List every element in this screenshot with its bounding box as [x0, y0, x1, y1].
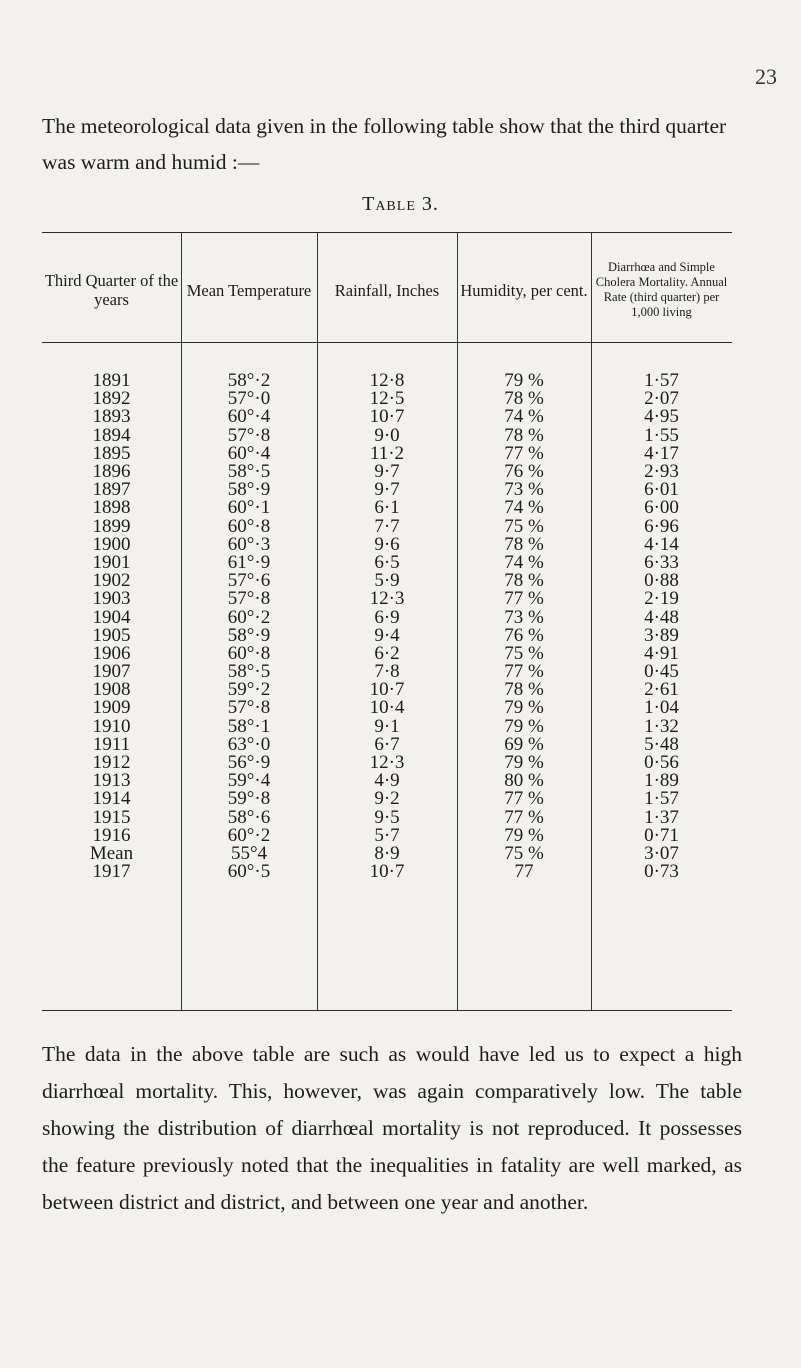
meteorological-table	[42, 372, 732, 881]
rainfall-cell: 9·2	[374, 788, 400, 810]
rainfall-cell: 10·4	[369, 697, 405, 719]
temperature-cell: 58°·6	[227, 806, 271, 828]
year-cell: 1904	[92, 606, 131, 628]
table-row	[42, 863, 732, 881]
table-header-rule	[42, 342, 732, 343]
temperature-cell: 57°·6	[227, 570, 271, 592]
header-humidity-label: Humidity, per cent.	[460, 280, 588, 300]
temperature-cell: 59°·8	[227, 788, 271, 810]
table-row	[42, 809, 732, 827]
year-cell: 1900	[92, 533, 131, 555]
rainfall-cell: 6·5	[374, 551, 400, 573]
mortality-cell: 4·48	[644, 606, 679, 628]
mortality-cell: 2·61	[644, 679, 679, 701]
rainfall-cell: 7·7	[374, 515, 400, 537]
year-cell: 1894	[92, 424, 131, 446]
humidity-cell: 73 %	[504, 479, 544, 501]
humidity-cell: 77 %	[504, 788, 544, 810]
temperature-cell: 60°·5	[227, 861, 271, 883]
year-cell: 1911	[92, 733, 131, 755]
year-cell: 1909	[92, 697, 131, 719]
temperature-cell: 59°·4	[227, 770, 271, 792]
temperature-cell: 57°·8	[227, 697, 271, 719]
mortality-cell: 4·95	[644, 406, 679, 428]
year-cell: 1898	[92, 497, 131, 519]
humidity-cell: 75 %	[504, 842, 544, 864]
humidity-cell: 80 %	[504, 770, 544, 792]
year-cell: 1897	[92, 479, 131, 501]
year-cell: Mean	[89, 842, 134, 864]
temperature-cell: 60°·1	[227, 497, 271, 519]
outro-paragraph: The data in the above table are such as would have led us to expect a high diarrhœal mortality. This, however, was again comparatively low. The table showing the distribution of diarrhœal mortality is not reproduced. It possesses the feature previously noted that the inequalities in fatality are well marked, as between district and district, and between one year and another.	[42, 1042, 742, 1214]
humidity-cell: 79 %	[504, 824, 544, 846]
table-top-rule	[42, 232, 732, 233]
year-cell: 1907	[92, 661, 131, 683]
header-year	[42, 240, 181, 340]
year-cell: 1917	[92, 861, 131, 883]
humidity-cell: 79 %	[504, 370, 544, 392]
mortality-cell: 1·57	[644, 788, 679, 810]
rainfall-cell: 8·9	[374, 842, 400, 864]
rainfall-cell: 9·1	[374, 715, 400, 737]
temperature-cell: 58°·9	[227, 479, 271, 501]
year-cell: 1902	[92, 570, 131, 592]
year-cell: 1913	[92, 770, 131, 792]
table-row	[42, 408, 732, 426]
humidity-cell: 77 %	[504, 806, 544, 828]
humidity-cell: 77 %	[504, 442, 544, 464]
rainfall-cell: 4·9	[374, 770, 400, 792]
mortality-cell: 4·14	[644, 533, 679, 555]
mortality-cell: 6·00	[644, 497, 679, 519]
year-cell: 1908	[92, 679, 131, 701]
rainfall-cell: 12·8	[369, 370, 405, 392]
mortality-cell: 1·04	[644, 697, 679, 719]
rainfall-cell: 9·4	[374, 624, 400, 646]
temperature-cell: 59°·2	[227, 679, 271, 701]
mortality-cell: 0·88	[644, 570, 679, 592]
table-row	[42, 590, 732, 608]
humidity-cell: 74 %	[504, 497, 544, 519]
rainfall-cell: 5·9	[374, 570, 400, 592]
year-cell: 1896	[92, 461, 131, 483]
mortality-cell: 1·32	[644, 715, 679, 737]
humidity-cell: 77	[514, 861, 534, 883]
humidity-cell: 74 %	[504, 406, 544, 428]
header-year-label: Third Quarter of the years	[44, 271, 179, 309]
temperature-cell: 61°·9	[227, 551, 271, 573]
year-cell: 1914	[92, 788, 131, 810]
humidity-cell: 78 %	[504, 679, 544, 701]
humidity-cell: 78 %	[504, 388, 544, 410]
temperature-cell: 58°·5	[227, 661, 271, 683]
temperature-cell: 60°·4	[227, 442, 271, 464]
rainfall-cell: 6·7	[374, 733, 400, 755]
humidity-cell: 78 %	[504, 570, 544, 592]
humidity-cell: 73 %	[504, 606, 544, 628]
rainfall-cell: 12·5	[369, 388, 405, 410]
rainfall-cell: 10·7	[369, 406, 405, 428]
year-cell: 1903	[92, 588, 131, 610]
year-cell: 1895	[92, 442, 131, 464]
humidity-cell: 79 %	[504, 697, 544, 719]
rainfall-cell: 12·3	[369, 752, 405, 774]
humidity-cell: 78 %	[504, 533, 544, 555]
rainfall-cell: 6·1	[374, 497, 400, 519]
table-row	[42, 518, 732, 536]
temperature-cell: 60°·8	[227, 642, 271, 664]
header-temperature	[181, 240, 317, 340]
year-cell: 1905	[92, 624, 131, 646]
temperature-cell: 60°·2	[227, 606, 271, 628]
humidity-cell: 74 %	[504, 551, 544, 573]
year-cell: 1910	[92, 715, 131, 737]
temperature-cell: 56°·9	[227, 752, 271, 774]
temperature-cell: 60°·3	[227, 533, 271, 555]
header-mortality	[591, 240, 732, 340]
mortality-cell: 2·93	[644, 461, 679, 483]
header-rainfall-label: Rainfall, Inches	[334, 280, 440, 300]
rainfall-cell: 10·7	[369, 679, 405, 701]
header-humidity	[457, 240, 591, 340]
rainfall-cell: 9·7	[374, 479, 400, 501]
mortality-cell: 5·48	[644, 733, 679, 755]
humidity-cell: 69 %	[504, 733, 544, 755]
temperature-cell: 57°·0	[227, 388, 271, 410]
rainfall-cell: 5·7	[374, 824, 400, 846]
mortality-cell: 2·19	[644, 588, 679, 610]
table-row	[42, 499, 732, 517]
humidity-cell: 78 %	[504, 424, 544, 446]
mortality-cell: 1·55	[644, 424, 679, 446]
year-cell: 1916	[92, 824, 131, 846]
humidity-cell: 75 %	[504, 642, 544, 664]
table-row	[42, 608, 732, 626]
rainfall-cell: 6·2	[374, 642, 400, 664]
rainfall-cell: 9·7	[374, 461, 400, 483]
rainfall-cell: 10·7	[369, 861, 405, 883]
temperature-cell: 60°·8	[227, 515, 271, 537]
year-cell: 1899	[92, 515, 131, 537]
temperature-cell: 58°·1	[227, 715, 271, 737]
rainfall-cell: 7·8	[374, 661, 400, 683]
rainfall-cell: 12·3	[369, 588, 405, 610]
humidity-cell: 79 %	[504, 715, 544, 737]
header-mortality-label: Diarrhœa and Simple Cholera Mortality. Annual Rate (third quarter) per 1,000 living	[595, 260, 728, 319]
year-cell: 1891	[92, 370, 131, 392]
table-row	[42, 699, 732, 717]
humidity-cell: 77 %	[504, 588, 544, 610]
year-cell: 1915	[92, 806, 131, 828]
rainfall-cell: 11·2	[369, 442, 405, 464]
humidity-cell: 77 %	[504, 661, 544, 683]
temperature-cell: 57°·8	[227, 588, 271, 610]
page-number: 23	[755, 64, 777, 89]
header-temperature-label: Mean Temperature	[186, 280, 312, 300]
mortality-cell: 0·73	[644, 861, 679, 883]
mortality-cell: 6·01	[644, 479, 679, 501]
mortality-cell: 1·57	[644, 370, 679, 392]
temperature-cell: 58°·5	[227, 461, 271, 483]
humidity-cell: 79 %	[504, 752, 544, 774]
humidity-cell: 76 %	[504, 461, 544, 483]
temperature-cell: 58°·2	[227, 370, 271, 392]
temperature-cell: 58°·9	[227, 624, 271, 646]
temperature-cell: 60°·2	[227, 824, 271, 846]
mortality-cell: 6·33	[644, 551, 679, 573]
header-rainfall	[317, 240, 457, 340]
rainfall-cell: 9·5	[374, 806, 400, 828]
mortality-cell: 1·37	[644, 806, 679, 828]
temperature-cell: 55°4	[230, 842, 268, 864]
table-row	[42, 790, 732, 808]
temperature-cell: 60°·4	[227, 406, 271, 428]
table-bottom-rule	[42, 1010, 732, 1011]
mortality-cell: 3·07	[644, 842, 679, 864]
mortality-cell: 0·56	[644, 752, 679, 774]
humidity-cell: 76 %	[504, 624, 544, 646]
mortality-cell: 3·89	[644, 624, 679, 646]
year-cell: 1901	[92, 551, 131, 573]
mortality-cell: 1·89	[644, 770, 679, 792]
mortality-cell: 4·91	[644, 642, 679, 664]
mortality-cell: 0·71	[644, 824, 679, 846]
temperature-cell: 57°·8	[227, 424, 271, 446]
intro-paragraph: The meteorological data given in the following table show that the third quarter was warm and humid :—	[42, 114, 727, 174]
year-cell: 1892	[92, 388, 131, 410]
year-cell: 1893	[92, 406, 131, 428]
rainfall-cell: 6·9	[374, 606, 400, 628]
temperature-cell: 63°·0	[227, 733, 271, 755]
humidity-cell: 75 %	[504, 515, 544, 537]
rainfall-cell: 9·6	[374, 533, 400, 555]
year-cell: 1906	[92, 642, 131, 664]
year-cell: 1912	[92, 752, 131, 774]
mortality-cell: 2·07	[644, 388, 679, 410]
mortality-cell: 0·45	[644, 661, 679, 683]
mortality-cell: 6·96	[644, 515, 679, 537]
mortality-cell: 4·17	[644, 442, 679, 464]
rainfall-cell: 9·0	[374, 424, 400, 446]
table-title: Table 3.	[362, 193, 439, 215]
